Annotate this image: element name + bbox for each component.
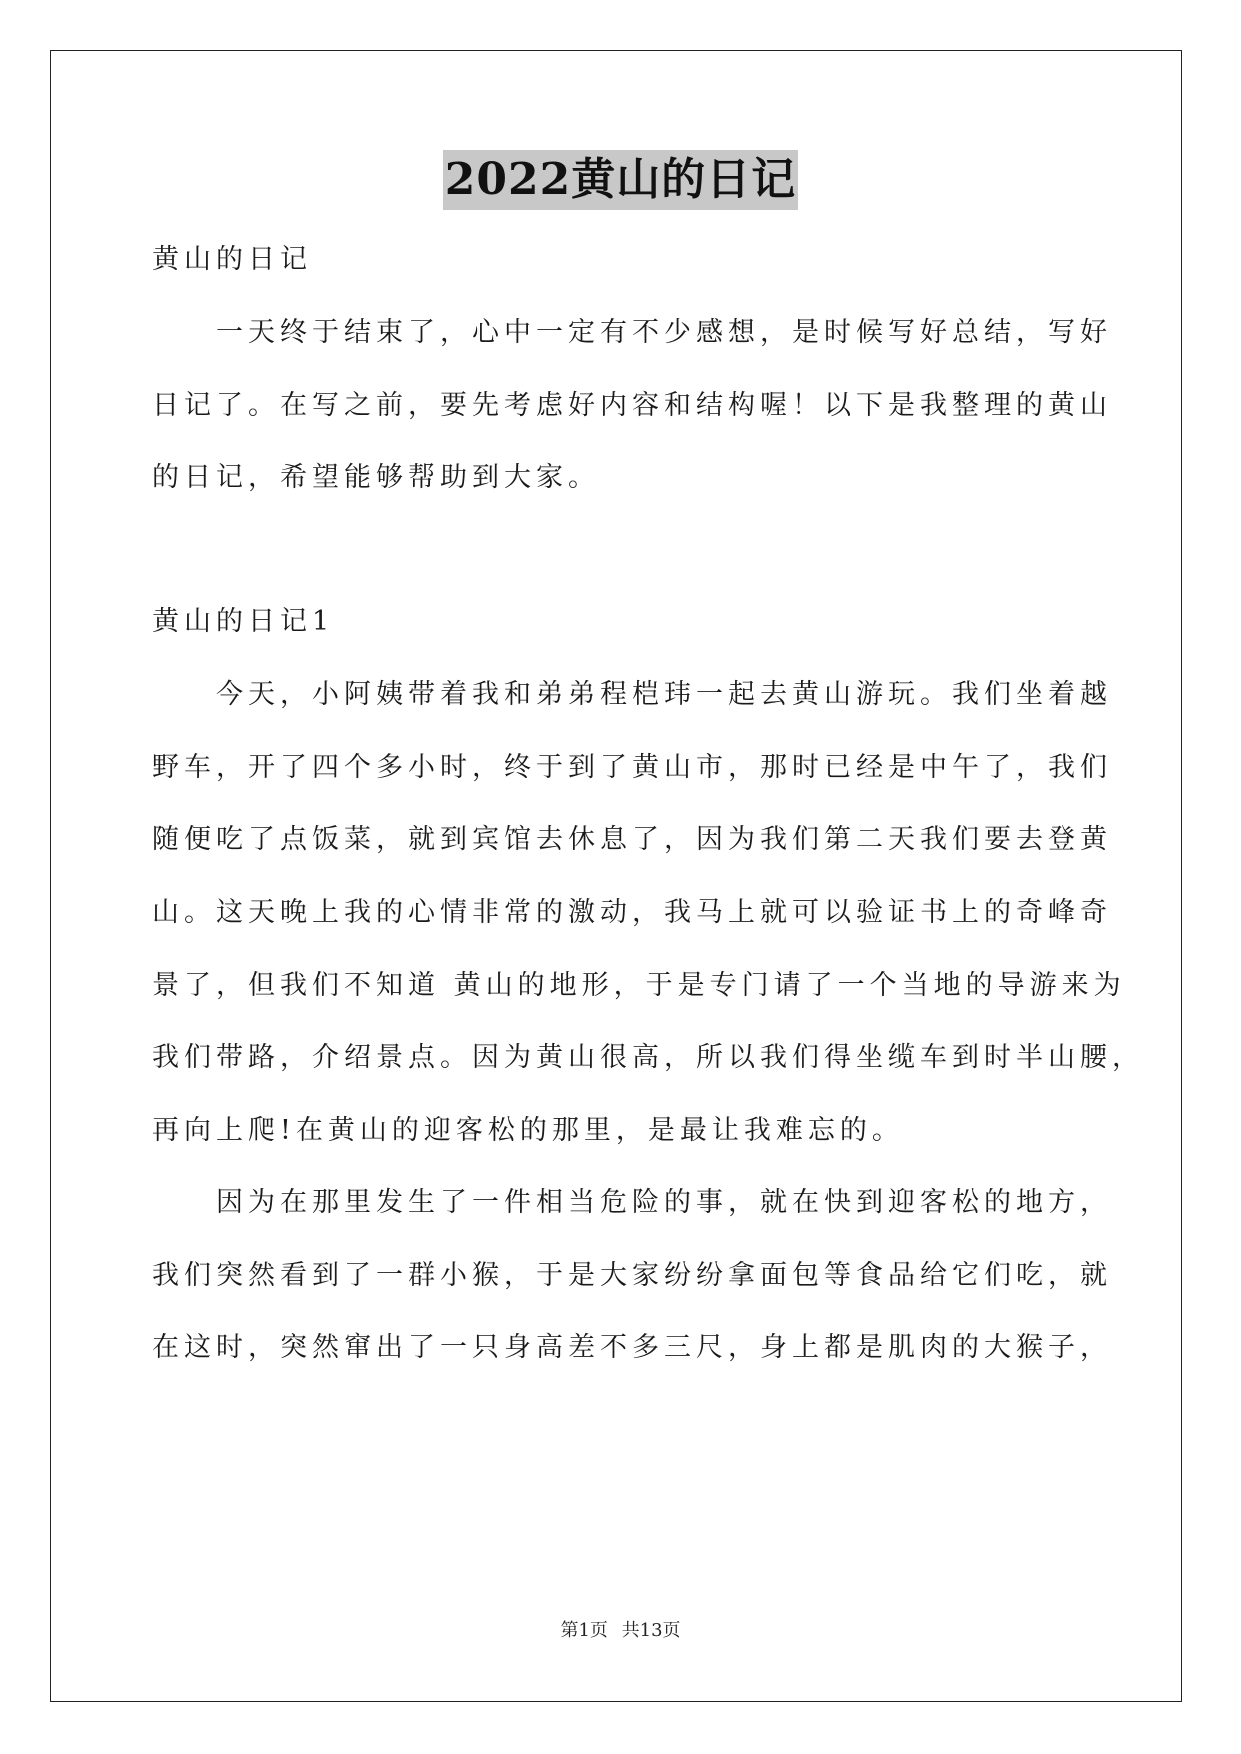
paragraph-line: 日记了。在写之前，要先考虑好内容和结构喔！以下是我整理的黄山 bbox=[152, 390, 1112, 421]
paragraph-line: 景了，但我们不知道 黄山的地形，于是专门请了一个当地的导游来为 bbox=[152, 970, 1126, 1001]
page-total: 共13页 bbox=[621, 1620, 681, 1641]
paragraph-line: 一天终于结束了，心中一定有不少感想，是时候写好总结，写好 bbox=[152, 317, 1112, 348]
paragraph-line: 野车，开了四个多小时，终于到了黄山市，那时已经是中午了，我们 bbox=[152, 752, 1112, 783]
section-heading: 黄山的日记 bbox=[152, 244, 312, 275]
paragraph-line: 再向上爬!在黄山的迎客松的那里，是最让我难忘的。 bbox=[152, 1115, 904, 1146]
section-heading: 黄山的日记1 bbox=[152, 606, 335, 637]
page-footer bbox=[0, 1618, 1241, 1644]
paragraph-line: 的日记，希望能够帮助到大家。 bbox=[152, 462, 600, 493]
document-title: 2022黄山的日记 bbox=[443, 150, 798, 210]
title-container bbox=[0, 150, 1241, 210]
page-number: 第1页 bbox=[560, 1620, 608, 1641]
paragraph-line: 因为在那里发生了一件相当危险的事，就在快到迎客松的地方， bbox=[152, 1187, 1112, 1218]
paragraph-line: 今天，小阿姨带着我和弟弟程桤玮一起去黄山游玩。我们坐着越 bbox=[152, 679, 1112, 710]
paragraph-line: 我们突然看到了一群小猴，于是大家纷纷拿面包等食品给它们吃，就 bbox=[152, 1260, 1112, 1291]
paragraph-line: 山。这天晚上我的心情非常的激动，我马上就可以验证书上的奇峰奇 bbox=[152, 897, 1112, 928]
paragraph-line: 随便吃了点饭菜，就到宾馆去休息了，因为我们第二天我们要去登黄 bbox=[152, 824, 1112, 855]
paragraph-line: 在这时，突然窜出了一只身高差不多三尺，身上都是肌肉的大猴子， bbox=[152, 1332, 1112, 1363]
page-border bbox=[50, 50, 1182, 1702]
paragraph-line: 我们带路，介绍景点。因为黄山很高，所以我们得坐缆车到时半山腰， bbox=[152, 1042, 1144, 1073]
